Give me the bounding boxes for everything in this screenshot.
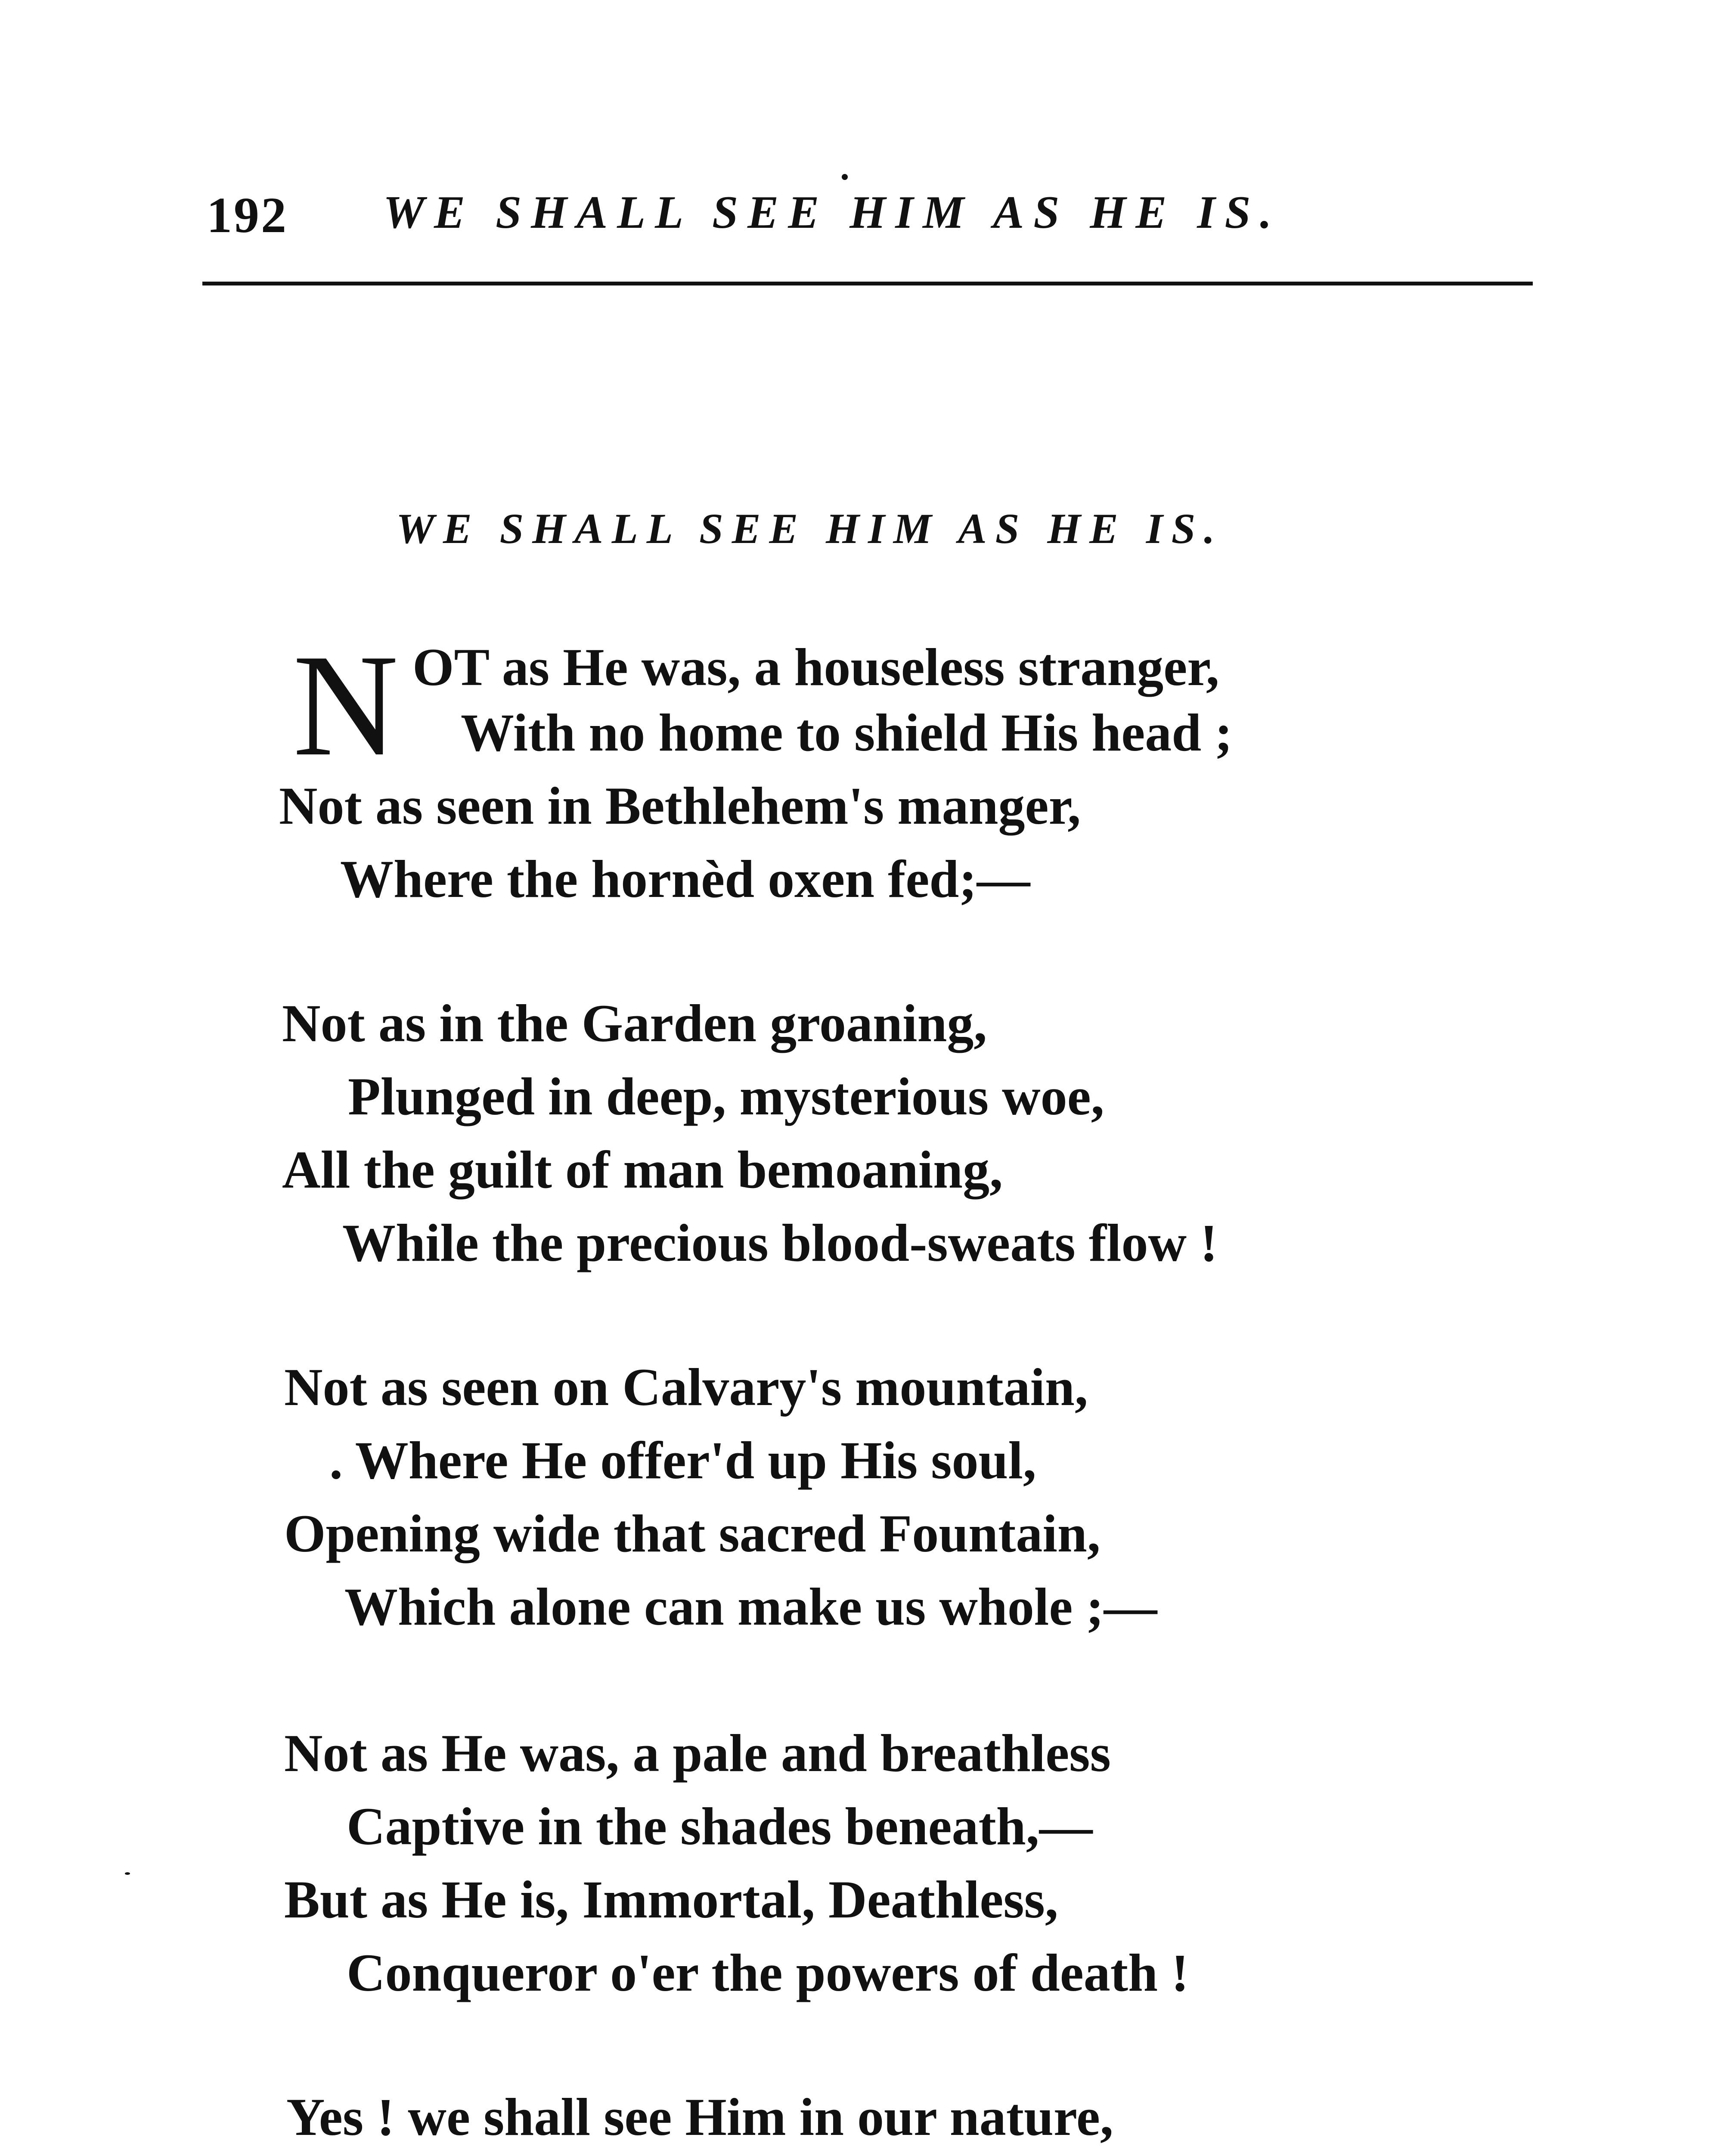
ink-speck	[125, 1872, 130, 1875]
poem-line: Which alone can make us whole ;—	[344, 1577, 1157, 1636]
ink-speck	[842, 174, 848, 180]
poem-line: Opening wide that sacred Fountain,	[284, 1504, 1100, 1563]
poem-line: All the guilt of man bemoaning,	[282, 1140, 1003, 1199]
poem-line: OT as He was, a houseless stranger,	[412, 638, 1219, 697]
header-rule	[202, 282, 1533, 285]
poem-line: Conqueror o'er the powers of death !	[347, 1943, 1189, 2002]
poem-line: Not as seen in Bethlehem's manger,	[279, 776, 1081, 835]
poem-line: Not as in the Garden groaning,	[282, 994, 987, 1053]
poem-line: Yes ! we shall see Him in our nature,	[286, 2088, 1113, 2147]
running-head	[207, 186, 1533, 246]
poem-line: Not as He was, a pale and breathless	[284, 1724, 1111, 1783]
poem-line: Plunged in deep, mysterious woe,	[348, 1067, 1104, 1126]
drop-cap: N	[293, 624, 399, 786]
poem-title: WE SHALL SEE HIM AS HE IS.	[396, 505, 1224, 552]
page-number: 192	[207, 187, 288, 243]
poem-line: While the precious blood-sweats flow !	[342, 1213, 1218, 1272]
poem-line: With no home to shield His head ;	[461, 703, 1233, 762]
poem-line: Where the hornèd oxen fed;—	[340, 850, 1030, 909]
poem-line: But as He is, Immortal, Deathless,	[284, 1870, 1058, 1929]
poem-line: Captive in the shades beneath,—	[347, 1797, 1093, 1856]
poem-line: . Where He offer'd up His soul,	[329, 1431, 1036, 1490]
poem-line: Not as seen on Calvary's mountain,	[284, 1358, 1088, 1417]
running-title: WE SHALL SEE HIM AS HE IS.	[383, 187, 1281, 238]
